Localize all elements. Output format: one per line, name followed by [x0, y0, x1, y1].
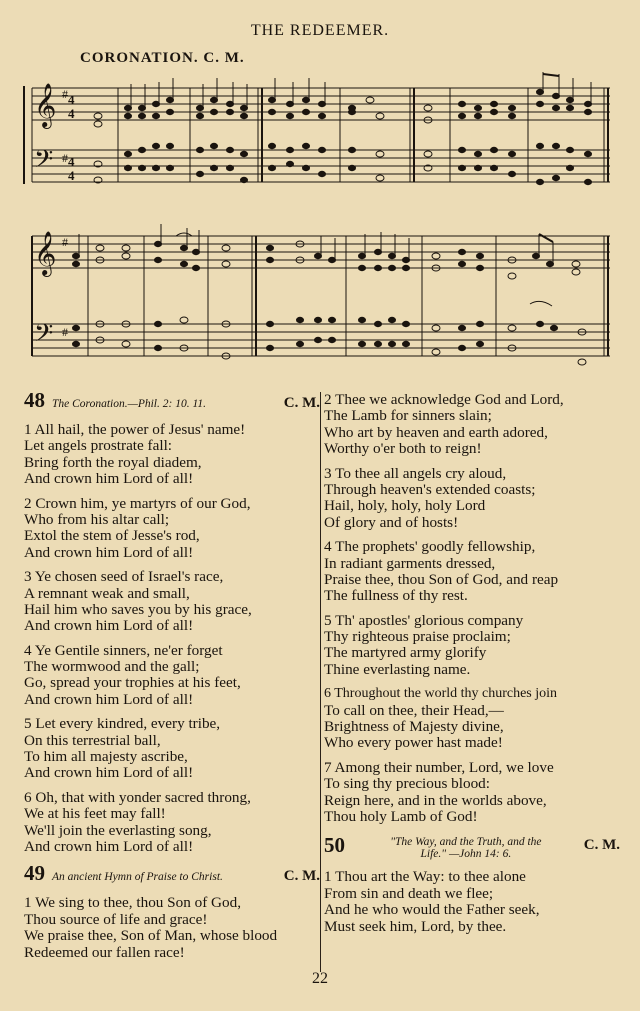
- column-left: [24, 388, 320, 961]
- stanza: [24, 790, 320, 856]
- svg-text:#: #: [62, 235, 68, 249]
- stanza: [24, 716, 320, 782]
- score-system-1-notation: [0, 72, 640, 212]
- verse-line: Go, spread your trophies at his feet,: [24, 674, 241, 692]
- verse-line: And crown him Lord of all!: [24, 837, 194, 855]
- verse-line: 4 Ye Gentile sinners, ne'er forget: [24, 641, 223, 659]
- tune-title: CORONATION. C. M.: [80, 50, 245, 66]
- hymn-title-line-1: "The Way, and the Truth, and the: [390, 836, 542, 849]
- verse-line: 3 To thee all angels cry aloud,: [324, 464, 507, 482]
- hymn-48: [24, 388, 320, 855]
- verse-line: And he who would the Father seek,: [324, 901, 540, 919]
- verse-line: Bring forth the royal diadem,: [24, 453, 202, 471]
- bass-clef-icon: 𝄢: [34, 145, 54, 180]
- verse-line: Through heaven's extended coasts;: [324, 480, 536, 498]
- verse-line: Worthy o'er both to reign!: [324, 440, 482, 458]
- verse-line: Redeemed our fallen race!: [24, 943, 185, 961]
- treble-notes-1: [125, 89, 592, 123]
- verse-line: We'll join the everlasting song,: [24, 821, 212, 839]
- verse-line: Hail, holy, holy, holy Lord: [324, 497, 486, 515]
- verse-line: On this terrestrial ball,: [24, 731, 161, 749]
- verse-line: Hail him who saves you by his grace,: [24, 600, 252, 618]
- stanza: [24, 496, 320, 562]
- stanza: [324, 686, 620, 752]
- svg-text:4: 4: [68, 92, 75, 107]
- verse-line: Thy righteous praise proclaim;: [324, 628, 511, 646]
- verse-line: A remnant weak and small,: [24, 584, 190, 602]
- verse-line: To sing thy precious blood:: [324, 775, 490, 793]
- verse-line: Must seek him, Lord, by thee.: [324, 917, 507, 935]
- hymn-title: The Coronation.—Phil. 2: 10. 11.: [52, 398, 206, 410]
- hymn-title: [352, 836, 580, 860]
- stanza: [24, 569, 320, 635]
- hymn-50: [324, 835, 620, 935]
- stanza: [324, 760, 620, 826]
- verse-line: From sin and death we flee;: [324, 884, 494, 902]
- score-system-2-notation: [0, 220, 640, 380]
- verse-line: 4 The prophets' goodly fellowship,: [324, 538, 536, 556]
- bass-staff-1: [32, 150, 610, 182]
- hymn-number: 50: [324, 833, 345, 858]
- verse-line: The fullness of thy rest.: [324, 587, 468, 605]
- treble-clef-icon: 𝄞: [34, 83, 57, 127]
- verse-line: Thou holy Lamb of God!: [324, 807, 478, 825]
- verse-line: Extol the stem of Jesse's rod,: [24, 527, 200, 545]
- verse-line: Let angels prostrate fall:: [24, 437, 173, 455]
- verse-line: 6 Throughout the world thy churches join: [324, 686, 558, 702]
- verse-line: Praise thee, thou Son of God, and reap: [324, 570, 559, 588]
- hymn-number: 49: [24, 861, 45, 886]
- verse-line: 2 Thee we acknowledge God and Lord,: [324, 391, 564, 408]
- stanza: [324, 869, 620, 935]
- stanza: [324, 613, 620, 679]
- svg-text:4: 4: [68, 154, 75, 169]
- verse-line: 3 Ye chosen seed of Israel's race,: [24, 568, 224, 586]
- verse-line: Who every power hast made!: [324, 734, 503, 752]
- treble-clef-icon: 𝄞: [34, 231, 57, 275]
- bass-clef-icon: 𝄢: [34, 319, 54, 354]
- hymn-49: [24, 861, 320, 961]
- svg-text:#: #: [62, 87, 68, 101]
- verse-line: Who art by heaven and earth adored,: [324, 423, 548, 441]
- verse-line: We praise thee, Son of Man, whose blood: [24, 927, 278, 945]
- column-divider: [320, 392, 321, 972]
- verse-line: 1 Thou art the Way: to thee alone: [324, 868, 526, 886]
- verse-line: The Lamb for sinners slain;: [324, 407, 492, 425]
- verse-line: 6 Oh, that with yonder sacred throng,: [24, 788, 251, 806]
- stanza: [324, 466, 620, 532]
- score-system-2: [0, 220, 640, 380]
- verse-line: Reign here, and in the worlds above,: [324, 791, 547, 809]
- verse-line: The wormwood and the gall;: [24, 658, 200, 676]
- verse-line: To call on thee, their Head,—: [324, 701, 504, 719]
- svg-text:4: 4: [68, 106, 75, 121]
- verse-line: 5 Th' apostles' glorious company: [324, 611, 524, 629]
- hymn-50-heading: [324, 835, 620, 869]
- svg-text:#: #: [62, 151, 68, 165]
- verse-line: 1 We sing to thee, thou Son of God,: [24, 894, 242, 912]
- page-number: 22: [312, 970, 328, 987]
- hymn-title: An ancient Hymn of Praise to Christ.: [52, 871, 223, 884]
- svg-text:#: #: [62, 325, 68, 339]
- column-right: [324, 392, 620, 935]
- score-system-1: [0, 72, 640, 212]
- hymn-meter: C. M.: [583, 837, 620, 854]
- verse-line: In radiant garments dressed,: [324, 554, 496, 572]
- verse-line: 7 Among their number, Lord, we love: [324, 758, 554, 776]
- verse-line: And crown him Lord of all!: [24, 470, 194, 488]
- verse-line: And crown him Lord of all!: [24, 543, 194, 561]
- verse-line: Who from his altar call;: [24, 510, 170, 528]
- hymn-number: 48: [24, 388, 45, 412]
- hymn-49-continued: [324, 392, 620, 825]
- verse-line: And crown him Lord of all!: [24, 764, 194, 782]
- verse-line: 1 All hail, the power of Jesus' name!: [24, 421, 246, 438]
- verse-line: And crown him Lord of all!: [24, 690, 194, 708]
- hymn-48-heading: [24, 388, 320, 414]
- hymn-title-line-2: Life." —John 14: 6.: [420, 848, 512, 861]
- hymn-meter: C. M.: [283, 395, 320, 411]
- running-head: THE REDEEMER.: [250, 22, 390, 39]
- stanza: [324, 539, 620, 605]
- verse-line: Brightness of Majesty divine,: [324, 718, 504, 736]
- stanza: [24, 895, 320, 961]
- verse-line: 2 Crown him, ye martyrs of our God,: [24, 494, 251, 512]
- svg-text:4: 4: [68, 168, 75, 183]
- verse-line: Of glory and of hosts!: [324, 513, 459, 531]
- verse-line: And crown him Lord of all!: [24, 617, 194, 635]
- verse-line: 5 Let every kindred, every tribe,: [24, 715, 221, 733]
- verse-line: Thou source of life and grace!: [24, 910, 208, 928]
- verse-line: We at his feet may fall!: [24, 805, 166, 823]
- verse-line: To him all majesty ascribe,: [24, 748, 188, 766]
- stanza: [24, 422, 320, 488]
- hymn-meter: C. M.: [283, 868, 320, 885]
- hymn-49-heading: [24, 861, 320, 887]
- verse-line: Thine everlasting name.: [324, 660, 471, 678]
- stanza: [324, 392, 620, 458]
- verse-line: The martyred army glorify: [324, 644, 487, 662]
- stanza: [24, 643, 320, 709]
